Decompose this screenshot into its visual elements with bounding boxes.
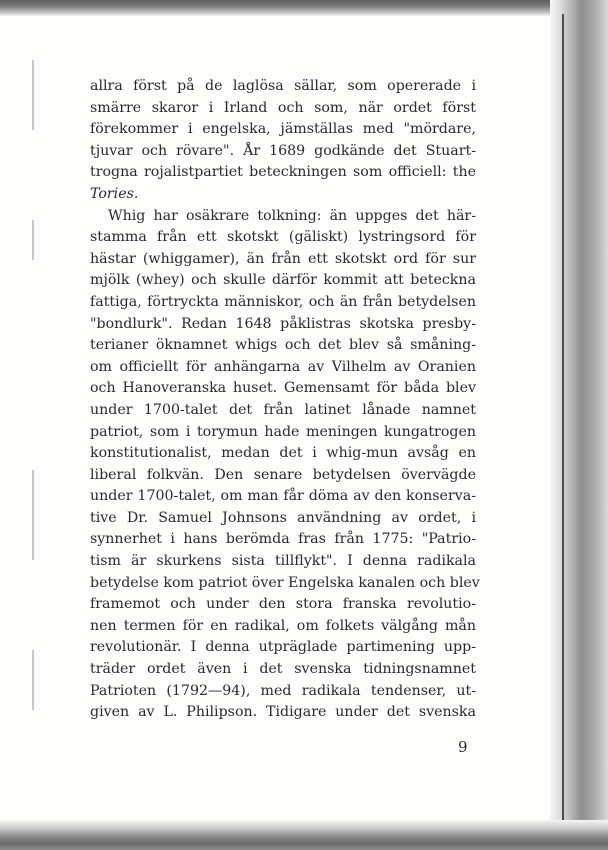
text-line: tive Dr. Samuel Johnsons användning av ordet, i: [90, 509, 476, 526]
text-line: hästar (whiggamer), än från ett skotskt ord för sur: [90, 250, 476, 267]
text-line: allra först på de laglösa sällar, som opererade i: [90, 78, 476, 94]
text-line: fattiga, förtryckta människor, och än från betydelsen: [90, 293, 476, 310]
left-margin-mark: [32, 650, 34, 710]
text-line: träder ordet även i det svenska tidningsnamnet: [90, 661, 476, 678]
book-gutter-line: [562, 14, 564, 820]
text-line: tjuvar och rövare". År 1689 godkände det Stuart-: [90, 142, 476, 159]
text-line: "bondlurk". Redan 1648 påklistras skotska presby-: [90, 315, 476, 332]
text-line: Tories.: [90, 185, 139, 202]
left-margin-mark: [32, 220, 34, 260]
text-line: synnerhet i hans berömda fras från 1775: "Patrio-: [90, 531, 476, 548]
body-text: [90, 76, 480, 724]
scan-top-edge: [0, 0, 608, 16]
text-line: given av L. Philipson. Tidigare under det svenska: [90, 704, 476, 721]
text-line: Whig har osäkrare tolkning: än uppges det här-: [108, 207, 476, 224]
text-line: konstitutionalist, medan det i whig-mun avsåg en: [90, 445, 476, 462]
text-line: förekommer i engelska, jämställas med "mördare,: [90, 121, 476, 138]
text-line: liberal folkvän. Den senare betydelsen övervägde: [90, 466, 476, 483]
text-line: terianer öknamnet whigs och det blev så småning-: [90, 337, 476, 354]
page-number: 9: [458, 738, 468, 756]
text-line: tism är skurkens sista tillflykt". I denna radikala: [90, 553, 476, 570]
text-line: nen termen för en radikal, om folkets välgång mån: [90, 617, 476, 634]
text-line: under 1700-talet, om man får döma av den konserva-: [90, 488, 476, 505]
text-line: under 1700-talet det från latinet lånade namnet: [90, 401, 476, 418]
text-line: patriot, som i torymun hade meningen kungatrogen: [90, 423, 476, 440]
scan-bottom-edge: [0, 820, 608, 850]
scan-right-edge: [550, 0, 608, 850]
text-line: Patrioten (1792—94), med radikala tendenser, ut-: [90, 682, 476, 699]
text-line: stamma från ett skotskt (gäliskt) lystringsord för: [90, 229, 476, 246]
text-line: revolutionär. I denna utpräglade partimening upp-: [90, 639, 476, 656]
text-line: och Hanoveranska huset. Gemensamt för båda blev: [90, 380, 476, 397]
text-line: betydelse kom patriot över Engelska kanalen och blev: [90, 574, 480, 591]
text-line: om officiellt för anhängarna av Vilhelm av Oranien: [90, 358, 476, 375]
left-margin-mark: [32, 60, 34, 130]
text-line: smärre skaror i Irland och som, när ordet först: [90, 99, 476, 116]
left-margin-mark: [32, 470, 34, 560]
text-line: mjölk (whey) och skulle därför kommit att beteckna: [90, 272, 476, 289]
text-line: trogna rojalistpartiet beteckningen som officiell: the: [90, 164, 476, 181]
text-line: framemot och under den stora franska revolutio-: [90, 596, 476, 613]
